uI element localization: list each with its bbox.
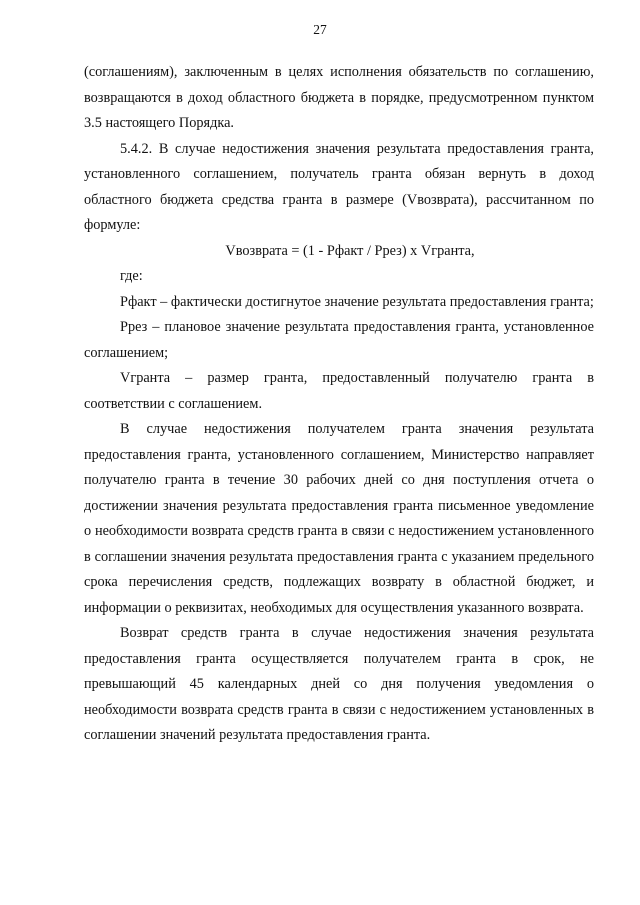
paragraph-return-deadline: Возврат средств гранта в случае недостижения значения результата предоставления гранта осуществляется получателем гранта в срок, не превышающий 45 календарных дней со дня получения уведомления о необходимости возврата средств гранта в связи с недостижением установленных в соглашении значений результата предоставления гранта.	[84, 625, 594, 743]
paragraph-definition-vgranta: Vгранта – размер гранта, предоставленный получателю гранта в соответствии с соглашением.	[84, 370, 594, 412]
paragraph-continuation: (соглашениям), заключенным в целях исполнения обязательств по соглашению, возвращаются в доход областного бюджета в порядке, предусмотренном пунктом 3.5 настоящего Порядка.	[84, 64, 594, 131]
paragraph-definition-rrez: Ррез – плановое значение результата предоставления гранта, установленное соглашением;	[84, 319, 594, 361]
paragraph-clause-5-4-2: 5.4.2. В случае недостижения значения результата предоставления гранта, установленного соглашением, получатель гранта обязан вернуть в доход областного бюджета средства гранта в размере (Vвозврата), рассчитанном по формуле:	[84, 140, 594, 233]
paragraph-where: где:	[120, 268, 143, 284]
formula: Vвозврата = (1 - Рфакт / Ррез) х Vгранта,	[225, 242, 475, 259]
paragraph-definition-rfakt: Рфакт – фактически достигнутое значение результата предоставления гранта;	[120, 293, 594, 310]
page-number: 27	[313, 22, 327, 37]
document-body	[84, 60, 594, 749]
paragraph-notification: В случае недостижения получателем гранта значения результата предоставления гранта, установленного соглашением, Министерство направляет получателю гранта в течение 30 рабочих дней со дня поступления отчета о достижении значения результата предоставления гранта письменное уведомление о необходимости возврата средств гранта в связи с недостижением установленного в соглашении значения результата предоставления гранта с указанием предельного срока перечисления средств, подлежащих возврату в областной бюджет, и информации о реквизитах, необходимых для осуществления указанного возврата.	[84, 421, 594, 616]
